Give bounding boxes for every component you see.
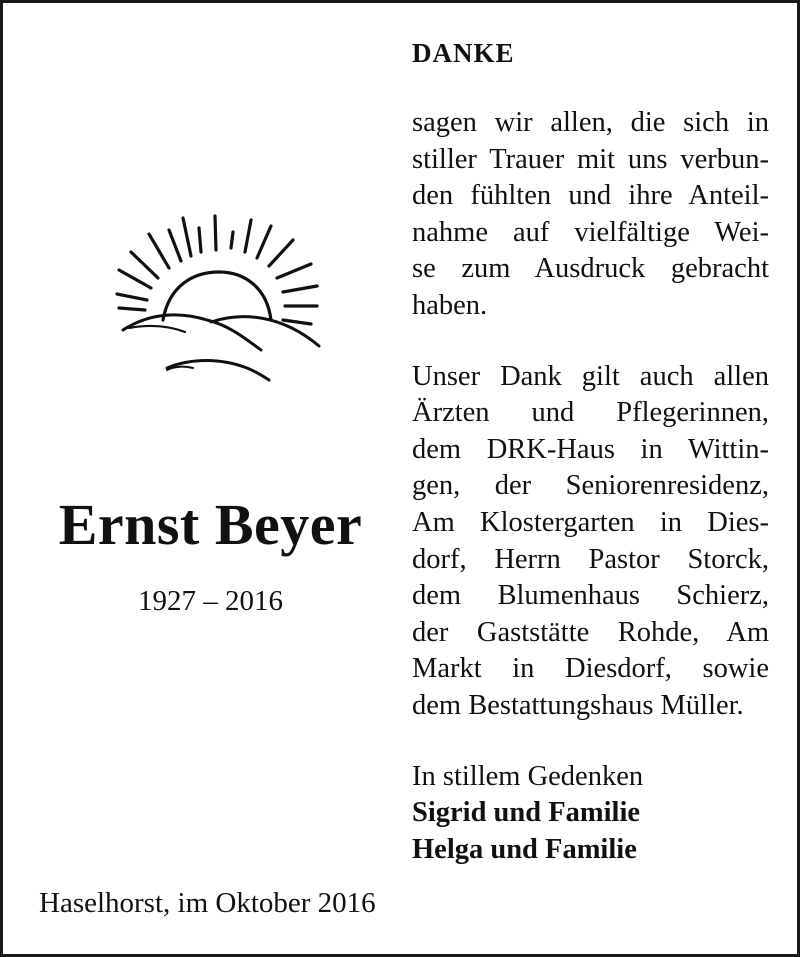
text-line: Am Klostergarten in Dies- (412, 506, 769, 538)
sunset-over-hills-icon (111, 208, 331, 393)
signer-name: Sigrid und Familie (412, 797, 641, 829)
text-line: dem Bestattungshaus Müller. (412, 689, 744, 721)
text-line: sagen wir allen, die sich in (412, 107, 769, 138)
left-column (3, 3, 393, 954)
place-and-date: Haselhorst, im Oktober 2016 (39, 887, 376, 919)
text-line: dorf, Herrn Pastor Storck, (412, 543, 769, 575)
right-column (412, 35, 769, 868)
thanks-paragraph (412, 105, 769, 325)
text-line: den fühlten und ihre Anteil- (412, 180, 769, 212)
text-line: gen, der Seniorenresidenz, (412, 470, 769, 502)
text-line: nahme auf vielfältige Wei- (412, 216, 769, 248)
text-line: se zum Ausdruck gebracht (412, 253, 769, 285)
text-line: Markt in Diesdorf, sowie (412, 653, 769, 685)
notice-heading: DANKE (412, 38, 515, 68)
text-line: Unser Dank gilt auch allen (412, 360, 769, 392)
text-line: haben. (412, 289, 488, 321)
text-line: stiller Trauer mit uns verbun- (412, 143, 769, 175)
text-line: dem Blumenhaus Schierz, (412, 580, 769, 612)
gratitude-paragraph (412, 359, 769, 725)
text-line: dem DRK-Haus in Wittin- (412, 433, 769, 465)
signer-name: Helga und Familie (412, 833, 637, 865)
closing-phrase: In stillem Gedenken (412, 760, 644, 792)
text-line: Ärzten und Pflegerinnen, (412, 397, 769, 429)
closing-block (412, 759, 769, 869)
life-years: 1927 – 2016 (138, 585, 283, 617)
deceased-name: Ernst Beyer (58, 492, 363, 557)
text-line: der Gaststätte Rohde, Am (412, 616, 769, 648)
